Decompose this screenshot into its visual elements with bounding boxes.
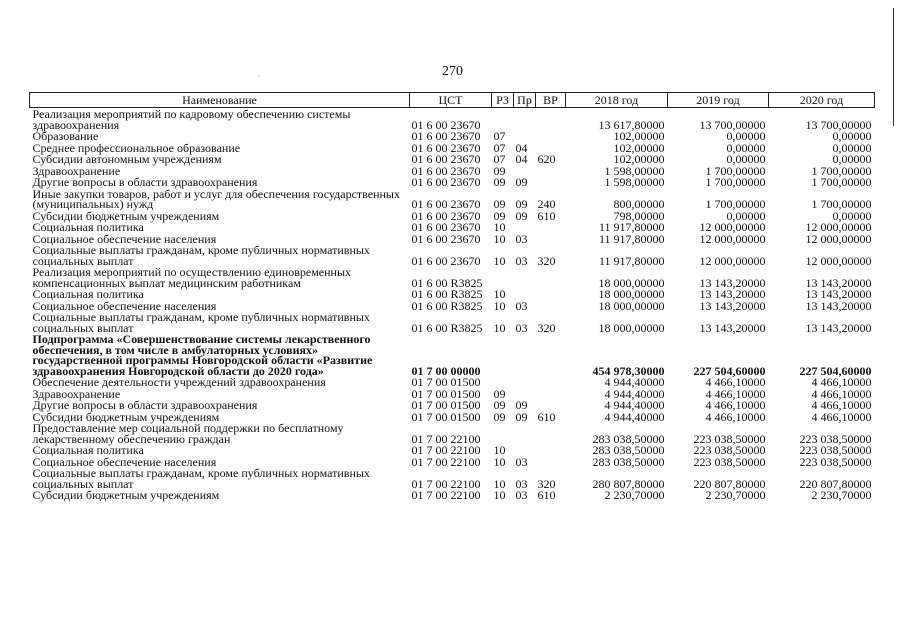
- cell-2019: 13 143,20000: [699, 298, 766, 313]
- cell-vr: 320: [537, 476, 556, 491]
- cell-rz: 10: [493, 220, 506, 234]
- cell-2020: 13 143,20000: [805, 320, 872, 335]
- budget-table: [29, 92, 875, 501]
- cell-name: Субсидии бюджетным учреждениям: [32, 208, 220, 223]
- cell-cst: 01 6 00 23670: [411, 140, 481, 155]
- header-pr: Пр: [514, 93, 536, 108]
- cell-2019: 0,00000: [726, 140, 766, 155]
- cell-vr: [536, 165, 566, 177]
- cell-pr: 03: [515, 253, 528, 268]
- cell-2019: 223 038,50000: [693, 454, 766, 469]
- cell-vr: [536, 456, 566, 468]
- cell-2020: 12 000,00000: [805, 231, 872, 246]
- table-row: [30, 311, 875, 333]
- table-row: [30, 467, 875, 489]
- cell-rz: [492, 333, 514, 376]
- cell-2018: 13 617,80000: [598, 117, 665, 132]
- cell-2018: 4 944,40000: [604, 386, 665, 401]
- cell-pr: 09: [515, 398, 528, 412]
- cell-pr: 04: [515, 152, 528, 166]
- cell-cst: 01 7 00 01500: [411, 409, 481, 424]
- cell-cst: 01 7 00 01500: [411, 386, 481, 401]
- table-row: [30, 108, 875, 131]
- header-2019: 2019 год: [668, 93, 769, 108]
- cell-2019: 13 143,20000: [699, 287, 766, 301]
- cell-pr: [514, 288, 536, 300]
- cell-rz: 09: [493, 208, 506, 223]
- cell-pr: 03: [515, 476, 528, 491]
- cell-name: Предоставление мер социальной поддержки по бесплатному лекарственному обеспечению граждан: [32, 421, 344, 446]
- cell-name: Субсидии бюджетным учреждениям: [32, 409, 220, 424]
- cell-rz: [492, 108, 514, 131]
- cell-rz: 10: [493, 454, 506, 469]
- cell-2019: 4 466,10000: [705, 375, 766, 389]
- cell-pr: 03: [515, 454, 528, 469]
- header-vr: ВР: [536, 93, 566, 108]
- cell-2020: 0,00000: [832, 152, 872, 166]
- cell-cst: 01 6 00 23670: [411, 208, 481, 223]
- cell-vr: 610: [537, 409, 556, 424]
- cell-2018: 102,00000: [613, 152, 665, 166]
- cell-pr: 09: [515, 197, 528, 211]
- cell-rz: 09: [493, 163, 506, 178]
- cell-2020: 4 466,10000: [811, 386, 872, 401]
- header-rz: РЗ: [492, 93, 514, 108]
- cell-pr: [514, 422, 536, 444]
- cell-2019: 13 143,20000: [699, 275, 766, 290]
- cell-2019: 12 000,00000: [699, 253, 766, 268]
- cell-pr: [514, 266, 536, 288]
- cell-name: Социальные выплаты гражданам, кроме публичных нормативных социальных выплат: [32, 466, 370, 491]
- cell-name: Социальное обеспечение населения: [32, 231, 217, 246]
- cell-2020: 223 038,50000: [799, 454, 872, 469]
- table-row: [30, 422, 875, 444]
- cell-2019: 4 466,10000: [705, 386, 766, 401]
- cell-2019: 220 807,80000: [693, 476, 766, 491]
- cell-vr: 240: [537, 197, 556, 211]
- table-header-row: [30, 93, 875, 108]
- cell-vr: [536, 233, 566, 245]
- cell-pr: [514, 444, 536, 456]
- cell-2020: 227 504,60000: [799, 363, 872, 378]
- cell-2018: 4 944,40000: [604, 398, 665, 412]
- cell-2018: 102,00000: [613, 129, 665, 143]
- cell-rz: 10: [493, 320, 506, 335]
- table-row: [30, 266, 875, 288]
- table-row: [30, 221, 875, 233]
- cell-rz: 10: [493, 287, 506, 301]
- cell-name: Реализация мероприятий по кадровому обеспечению системы здравоохранения: [32, 107, 351, 132]
- cell-rz: 07: [493, 140, 506, 155]
- cell-name: Социальное обеспечение населения: [32, 454, 217, 469]
- cell-cst: 01 6 00 23670: [411, 117, 481, 132]
- header-2020: 2020 год: [769, 93, 875, 108]
- cell-2019: 1 700,00000: [705, 163, 766, 178]
- cell-cst: 01 6 00 R3825: [411, 287, 483, 301]
- cell-pr: [514, 221, 536, 233]
- cell-cst: 01 7 00 22100: [411, 431, 481, 446]
- cell-cst: 01 6 00 23670: [411, 152, 481, 166]
- cell-2018: 4 944,40000: [604, 409, 665, 424]
- cell-pr: 04: [515, 140, 528, 155]
- cell-cst: 01 6 00 23670: [411, 253, 481, 268]
- cell-2020: 223 038,50000: [799, 431, 872, 446]
- cell-rz: 10: [493, 476, 506, 491]
- cell-name: Социальные выплаты гражданам, кроме публичных нормативных социальных выплат: [32, 310, 370, 335]
- cell-cst: 01 7 00 01500: [411, 375, 481, 389]
- cell-2019: 12 000,00000: [699, 220, 766, 234]
- cell-2019: 227 504,60000: [693, 363, 766, 378]
- cell-2018: 4 944,40000: [604, 375, 665, 389]
- page-edge-line: [893, 8, 894, 126]
- cell-name: Образование: [32, 129, 99, 143]
- header-2018: 2018 год: [566, 93, 668, 108]
- cell-rz: [492, 376, 514, 388]
- cell-2018: 283 038,50000: [592, 454, 665, 469]
- cell-name: Субсидии автономным учреждениям: [32, 152, 222, 166]
- table-row: [30, 444, 875, 456]
- cell-2020: 13 700,00000: [805, 117, 872, 132]
- cell-name: Подпрограмма «Совершенствование системы лекарственного обеспечения, в том числе в амбулаторных условиях» государственной программы Новгородской области «Развитие здравоохранения Новгородской области до 2020 года»: [32, 332, 373, 378]
- cell-2018: 11 917,80000: [598, 253, 665, 268]
- cell-2018: 18 000,00000: [598, 320, 665, 335]
- cell-cst: 01 6 00 23670: [411, 175, 481, 189]
- cell-2020: 12 000,00000: [805, 253, 872, 268]
- cell-cst: 01 7 00 22100: [411, 476, 481, 491]
- table-body: [30, 108, 875, 501]
- cell-2018: 283 038,50000: [592, 431, 665, 446]
- cell-2019: 4 466,10000: [705, 409, 766, 424]
- cell-2019: 223 038,50000: [693, 431, 766, 446]
- cell-vr: [536, 388, 566, 400]
- cell-cst: 01 7 00 22100: [411, 443, 481, 457]
- cell-vr: [536, 288, 566, 300]
- cell-rz: 09: [493, 398, 506, 412]
- cell-pr: [514, 108, 536, 131]
- cell-2018: 283 038,50000: [592, 443, 665, 457]
- cell-2019: 1 700,00000: [705, 197, 766, 211]
- cell-pr: [514, 376, 536, 388]
- cell-rz: 09: [493, 197, 506, 211]
- cell-rz: 09: [493, 409, 506, 424]
- cell-vr: [536, 130, 566, 142]
- cell-2018: 800,00000: [613, 197, 665, 211]
- cell-name: Другие вопросы в области здравоохранения: [32, 175, 258, 189]
- cell-name: Иные закупки товаров, работ и услуг для обеспечения государственных (муниципальных) нужд: [32, 186, 400, 211]
- cell-pr: 09: [515, 175, 528, 189]
- cell-vr: 610: [537, 208, 556, 223]
- table-row: [30, 188, 875, 210]
- table-row: [30, 376, 875, 388]
- cell-pr: 09: [515, 208, 528, 223]
- cell-2020: 0,00000: [832, 208, 872, 223]
- cell-2020: 13 143,20000: [805, 298, 872, 313]
- cell-2019: 13 700,00000: [699, 117, 766, 132]
- cell-rz: 10: [493, 488, 506, 502]
- table-row: [30, 176, 875, 188]
- cell-rz: 10: [493, 443, 506, 457]
- cell-vr: [536, 376, 566, 388]
- cell-pr: [514, 333, 536, 376]
- cell-name: Здравоохранение: [32, 386, 121, 401]
- cell-cst: 01 6 00 R3825: [411, 275, 483, 290]
- table-row: [30, 244, 875, 266]
- cell-rz: 07: [493, 152, 506, 166]
- cell-pr: 03: [515, 298, 528, 313]
- cell-name: Социальные выплаты гражданам, кроме публичных нормативных социальных выплат: [32, 243, 370, 268]
- cell-cst: 01 6 00 23670: [411, 231, 481, 246]
- cell-2020: 2 230,70000: [811, 488, 872, 502]
- table-row: [30, 130, 875, 142]
- cell-2020: 0,00000: [832, 129, 872, 143]
- cell-2020: 13 143,20000: [805, 275, 872, 290]
- cell-2018: 280 807,80000: [592, 476, 665, 491]
- cell-name: Социальное обеспечение населения: [32, 298, 217, 313]
- cell-2019: 4 466,10000: [705, 398, 766, 412]
- header-cst: ЦСТ: [410, 93, 492, 108]
- cell-2018: 1 598,00000: [604, 163, 665, 178]
- cell-vr: [536, 176, 566, 188]
- table-row: [30, 399, 875, 411]
- cell-cst: 01 7 00 22100: [411, 488, 481, 502]
- cell-2019: 0,00000: [726, 152, 766, 166]
- cell-rz: 07: [493, 129, 506, 143]
- cell-cst: 01 6 00 23670: [411, 220, 481, 234]
- cell-vr: 610: [537, 488, 556, 502]
- cell-vr: [536, 221, 566, 233]
- cell-rz: [492, 422, 514, 444]
- cell-2020: 4 466,10000: [811, 409, 872, 424]
- header-name: Наименование: [30, 93, 410, 108]
- cell-pr: [514, 130, 536, 142]
- cell-rz: 09: [493, 386, 506, 401]
- cell-name: Социальная политика: [32, 443, 144, 457]
- cell-2019: 0,00000: [726, 208, 766, 223]
- cell-rz: 10: [493, 253, 506, 268]
- cell-name: Здравоохранение: [32, 163, 121, 178]
- cell-vr: [536, 399, 566, 411]
- cell-2020: 4 466,10000: [811, 375, 872, 389]
- cell-rz: 10: [493, 231, 506, 246]
- cell-cst: 01 6 00 R3825: [411, 298, 483, 313]
- cell-2020: 1 700,00000: [811, 197, 872, 211]
- cell-cst: 01 6 00 23670: [411, 129, 481, 143]
- cell-pr: 03: [515, 320, 528, 335]
- cell-vr: 320: [537, 320, 556, 335]
- cell-2019: 223 038,50000: [693, 443, 766, 457]
- cell-rz: 10: [493, 298, 506, 313]
- cell-2018: 11 917,80000: [598, 220, 665, 234]
- cell-vr: [536, 108, 566, 131]
- cell-rz: [492, 266, 514, 288]
- cell-2018: 798,00000: [613, 208, 665, 223]
- cell-2018: 454 978,30000: [592, 363, 665, 378]
- cell-cst: 01 6 00 R3825: [411, 320, 483, 335]
- cell-vr: 620: [537, 152, 556, 166]
- cell-2019: 0,00000: [726, 129, 766, 143]
- cell-2020: 1 700,00000: [811, 163, 872, 178]
- cell-name: Реализация мероприятий по осуществлению единовременных компенсационных выплат медицинским работникам: [32, 265, 352, 290]
- cell-2020: 223 038,50000: [799, 443, 872, 457]
- cell-2018: 18 000,00000: [598, 298, 665, 313]
- cell-2018: 11 917,80000: [598, 231, 665, 246]
- cell-2018: 102,00000: [613, 140, 665, 155]
- cell-pr: 09: [515, 409, 528, 424]
- cell-name: Среднее профессиональное образование: [32, 140, 241, 155]
- table-row: [30, 333, 875, 376]
- cell-name: Субсидии бюджетным учреждениям: [32, 488, 220, 502]
- cell-2018: 1 598,00000: [604, 175, 665, 189]
- cell-2020: 4 466,10000: [811, 398, 872, 412]
- cell-2020: 220 807,80000: [799, 476, 872, 491]
- cell-cst: 01 6 00 23670: [411, 197, 481, 211]
- cell-2018: 18 000,00000: [598, 287, 665, 301]
- cell-2019: 2 230,70000: [705, 488, 766, 502]
- table-row: [30, 153, 875, 165]
- scan-speck: ˏ: [258, 68, 261, 77]
- cell-name: Социальная политика: [32, 220, 144, 234]
- page-number: 270: [442, 64, 463, 79]
- cell-cst: 01 6 00 23670: [411, 163, 481, 178]
- cell-name: Социальная политика: [32, 287, 144, 301]
- cell-2020: 0,00000: [832, 140, 872, 155]
- cell-2019: 12 000,00000: [699, 231, 766, 246]
- cell-name: Другие вопросы в области здравоохранения: [32, 398, 258, 412]
- cell-name: Обеспечение деятельности учреждений здравоохранения: [32, 375, 326, 389]
- cell-vr: 320: [537, 253, 556, 268]
- cell-2020: 1 700,00000: [811, 175, 872, 189]
- cell-2019: 1 700,00000: [705, 175, 766, 189]
- cell-2020: 13 143,20000: [805, 287, 872, 301]
- cell-rz: 09: [493, 175, 506, 189]
- cell-pr: 03: [515, 488, 528, 502]
- cell-2019: 13 143,20000: [699, 320, 766, 335]
- cell-vr: [536, 333, 566, 376]
- cell-2018: 18 000,00000: [598, 275, 665, 290]
- cell-pr: 03: [515, 231, 528, 246]
- table-row: [30, 489, 875, 501]
- cell-2018: 2 230,70000: [604, 488, 665, 502]
- cell-cst: 01 7 00 01500: [411, 398, 481, 412]
- cell-vr: [536, 422, 566, 444]
- cell-vr: [536, 266, 566, 288]
- cell-vr: [536, 300, 566, 312]
- cell-2020: 12 000,00000: [805, 220, 872, 234]
- cell-cst: 01 7 00 00000: [411, 363, 481, 378]
- cell-cst: 01 7 00 22100: [411, 454, 481, 469]
- cell-vr: [536, 444, 566, 456]
- table-row: [30, 288, 875, 300]
